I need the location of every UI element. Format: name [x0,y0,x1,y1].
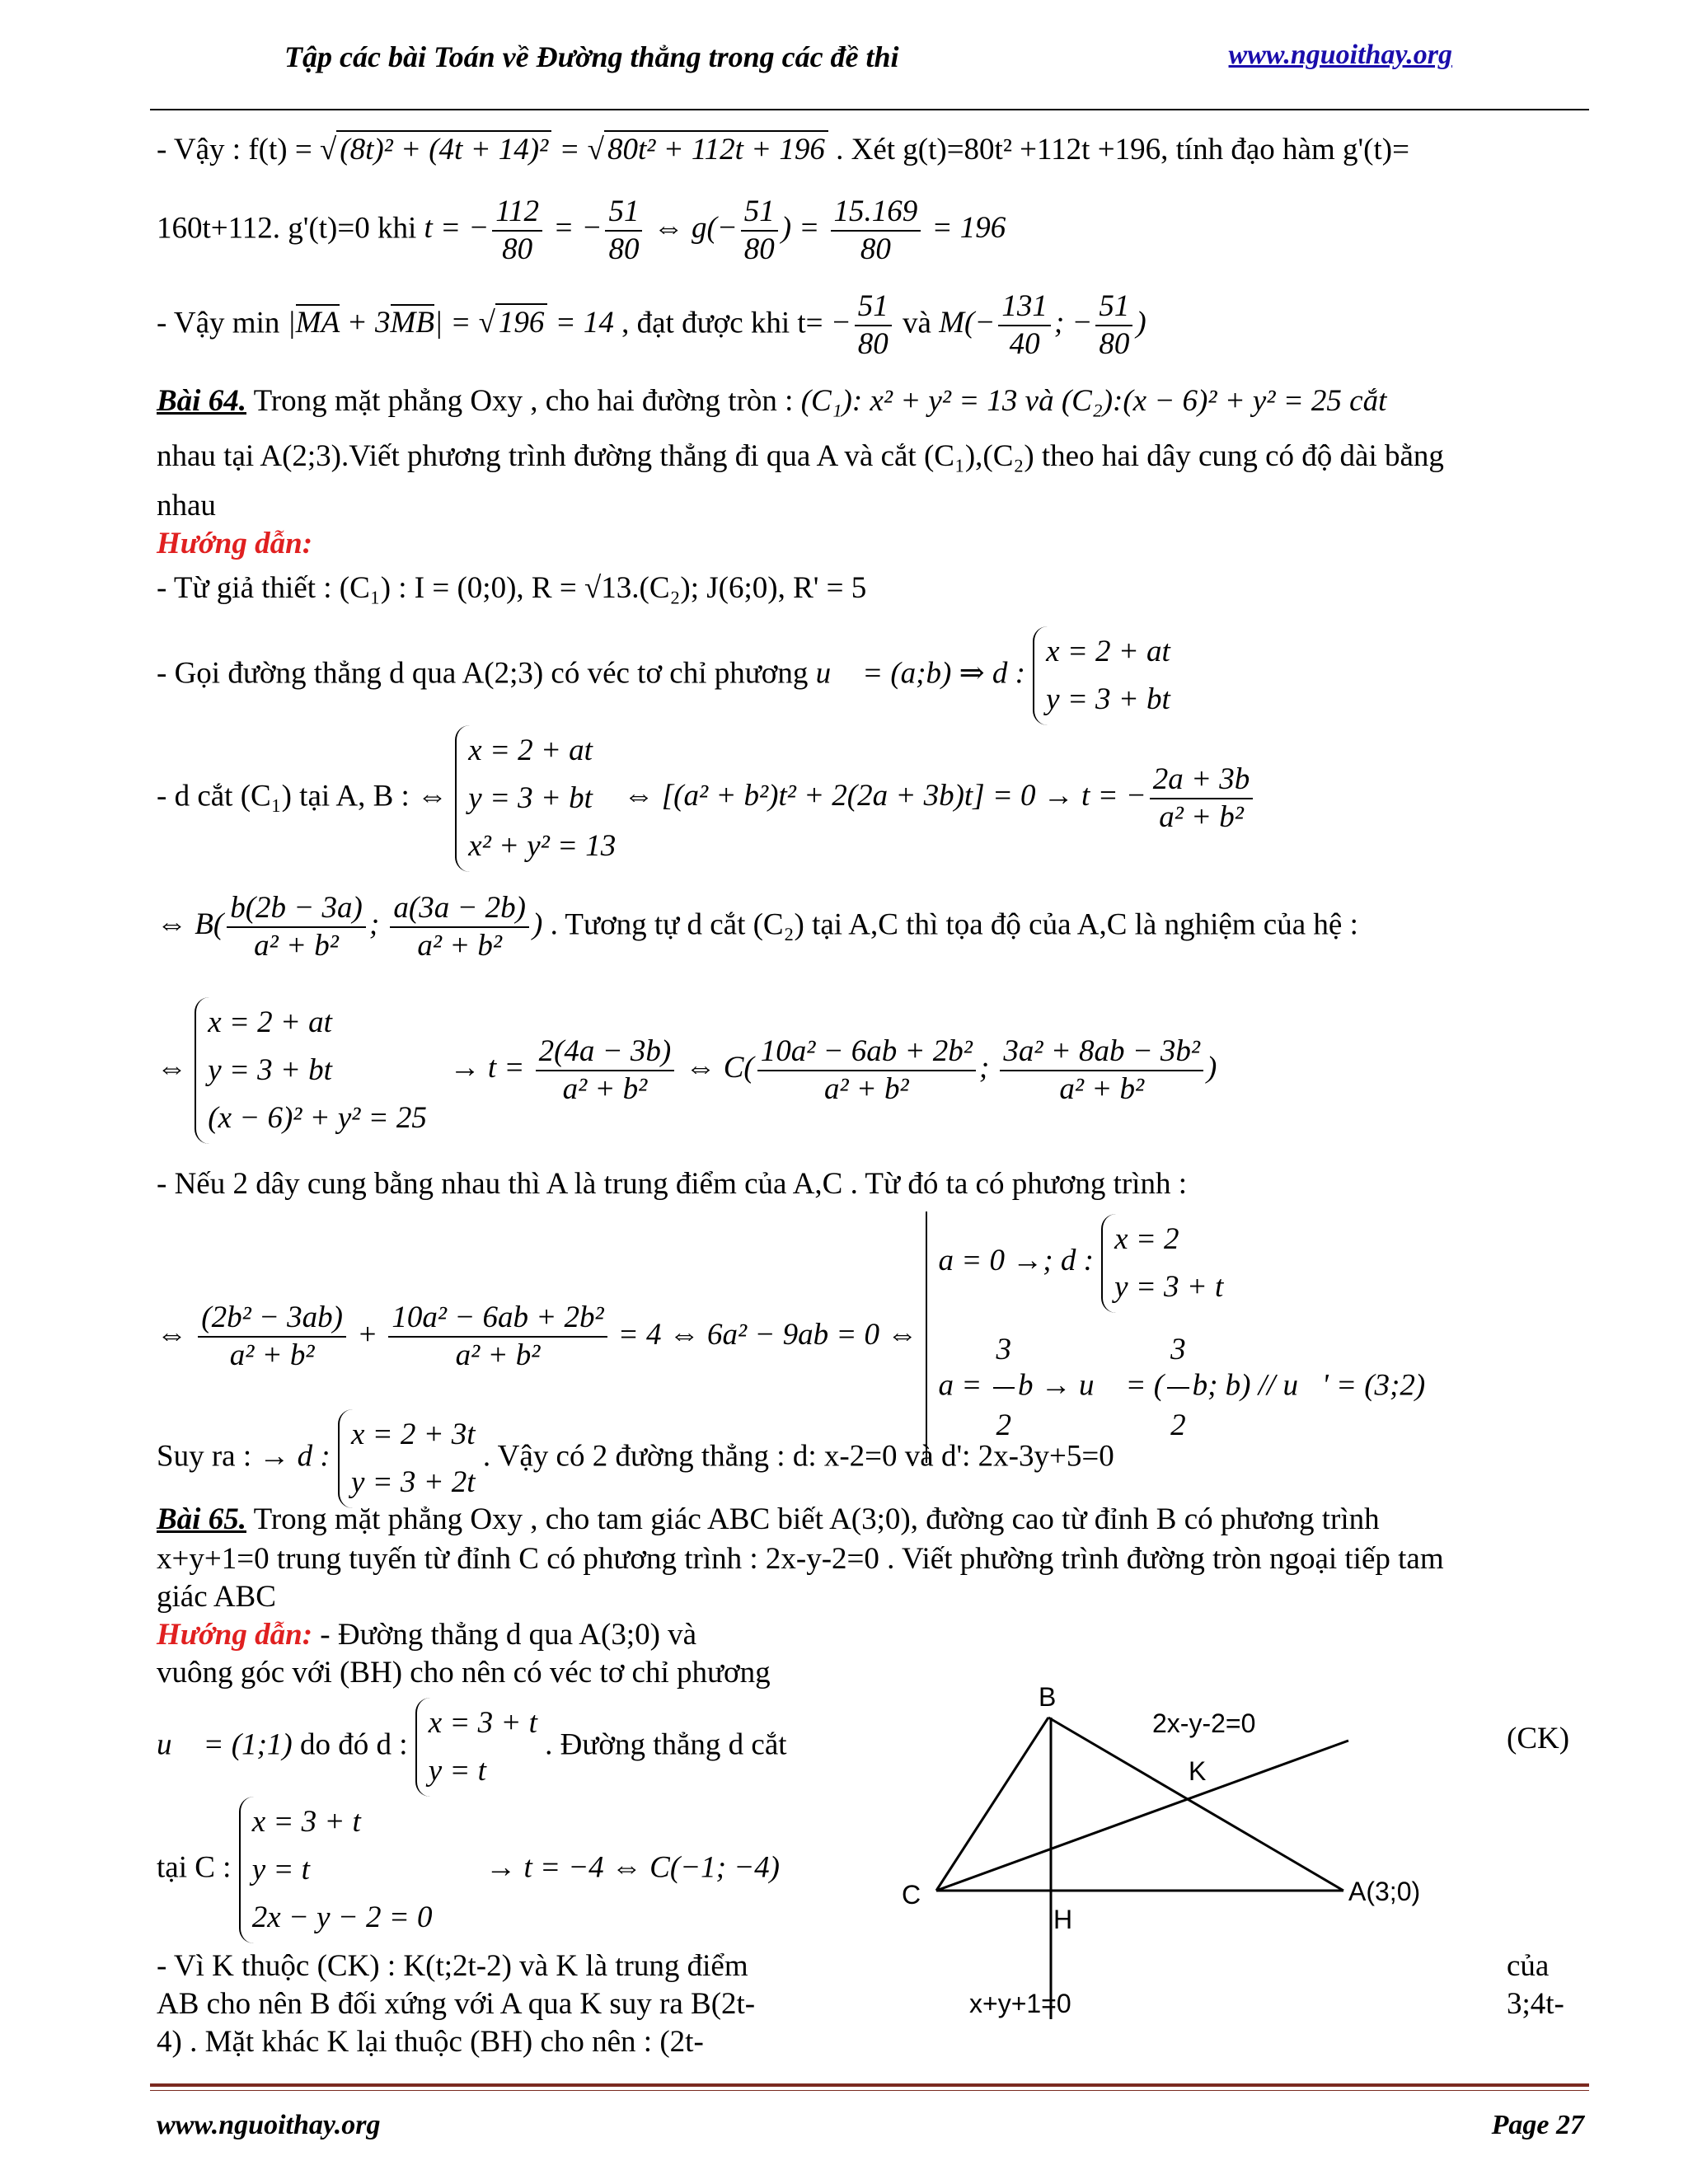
page-number: Page 27 [1491,2110,1584,2140]
label-c: C [902,1880,921,1910]
side-ba [1048,1718,1343,1891]
bai-65-line-3: giác ABC [157,1580,276,1614]
step-4: ⇔ B( $\frac{b(2b - 3a)}{\text{a² + b²}}$ ; $\frac{a(3a - 2b)}{\text{a² + b²}}$ ) . Tương tự d cắt (C₂) tại A,C thì tọa độ của A,C là nghiệm của hệ : [157,891,1358,963]
h65-line-6: AB cho nên B đối xứng với A qua K suy ra B(2t- [157,1987,756,2021]
huong-dan-65: Hướng dẫn: - Đường thẳng d qua A(3;0) và [157,1618,697,1652]
side-34t: 3;4t- [1507,1987,1564,2021]
header-title: Tập các bài Toán về Đường thẳng trong các đề thi [284,40,899,73]
bai-64-line-2: nhau tại A(2;3).Viết phương trình đường thẳng đi qua A và cắt (C₁),(C₂) theo hai dây cung có độ dài bằng [157,439,1444,473]
bai-64-line-3: nhau [157,489,216,523]
label-b: B [1039,1682,1057,1712]
footer-website: www.nguoithay.org [157,2110,381,2140]
step-8: Suy ra : → d : x = 2 + 3t y = 3 + 2t . Vậy có 2 đường thẳng : d: x-2=0 và d': 2x-3y+5=0 [157,1409,1114,1508]
footer-divider [150,2083,1589,2087]
bai-65-line-2: x+y+1=0 trung tuyến từ đỉnh C có phương trình : 2x-y-2=0 . Viết phường trình đường tròn ngoại tiếp tam [157,1542,1444,1576]
step-3: - d cắt (C₁) tại A, B : ⇔ x = 2 + at y = 3 + bt x² + y² = 13 ⇔ [(a² + b²)t² + 2(2a + 3b)t] = 0 → t = − $\frac{2a + 3b}{\text{a² + b²}}$ [157,725,1256,872]
step-6: - Nếu 2 dây cung bằng nhau thì A là trung điểm của A,C . Từ đó ta có phương trình : [157,1167,1187,1201]
step-1: - Từ giả thiết : (C₁) : I = (0;0), R = √13.(C₂); J(6;0), R' = 5 [157,571,867,605]
step-2: - Gọi đường thẳng d qua A(2;3) có véc tơ chỉ phương u⃗ = (a;b) ⇒ d : x = 2 + at y = 3 + bt [157,626,1170,725]
bai-65-label: Bài 65. [157,1502,246,1536]
footer-divider-thin [150,2090,1589,2091]
label-k: K [1189,1756,1207,1786]
label-bh-equation: x+y+1=0 [969,1989,1071,2018]
label-ck-equation: 2x-y-2=0 [1152,1708,1256,1738]
header-divider [150,109,1589,110]
step-7: ⇔ $\frac{\text{(2b² − 3ab)}}{\text{a² + b²}}$ + $\frac{\text{10a² − 6ab + 2b²}}{\text{a² + b²}}$ = 4 ⇔ 6a² − 9ab = 0 ⇔ a = 0 →; d : x = 2 y = 3 + t a = $\frac{3}{2}$ b → u⃗ = ( $\frac{3}{2}$ b; b) // u⃗' = (3;2) [157,1212,1425,1463]
h65-line-2: vuông góc với (BH) cho nên có véc tơ chỉ phương [157,1656,771,1690]
bai-64-line-1: Bài 64. Trong mặt phẳng Oxy , cho hai đường tròn : (C₁): x² + y² = 13 và (C₂):(x − 6)² + y² = 25 cắt [157,384,1387,418]
line-f-of-t: - Vậy : f(t) = √ (8t)² + (4t + 14)² = √ 80t² + 112t + 196 . Xét g(t)=80t² +112t +196, tính đạo hàm g'(t)= [157,130,1409,168]
bai-65-line-1: Bài 65. Trong mặt phẳng Oxy , cho tam giác ABC biết A(3;0), đường cao từ đỉnh B có phương trình [157,1502,1380,1536]
line-min: - Vậy min |MA + 3MB| = √ 196 = 14 , đạt được khi t= − $\frac{51}{80}$ và M(− $\frac{131}{40}$ ; − $\frac{51}{80}$ ) [157,289,1146,361]
side-cua: của [1507,1949,1550,1983]
side-ck: (CK) [1507,1722,1570,1755]
h65-line-7: 4) . Mặt khác K lại thuộc (BH) cho nên : (2t- [157,2025,704,2059]
h65-line-3: u⃗ = (1;1) do đó d : x = 3 + t y = t . Đường thẳng d cắt [157,1698,787,1797]
side-bc [936,1718,1048,1891]
triangle-diagram [890,1681,1467,2036]
h65-line-4: tại C : x = 3 + t y = t 2x − y − 2 = 0 → t = −4 ⇔ C(−1; −4) [157,1797,780,1943]
line-derivative: 160t+112. g'(t)=0 khi t = − $\frac{112}{80}$ = − $\frac{51}{80}$ ⇔ g(− $\frac{51}{80}$ ) = $\frac{15.169}{80}$ = 196 [157,194,1006,266]
label-h: H [1053,1905,1073,1934]
step-5: ⇔ x = 2 + at y = 3 + bt (x − 6)² + y² = 25 → t = $\frac{2(4a - 3b)}{\text{a² + b²}}$ ⇔ C( $\frac{\text{10a² − 6ab + 2b²}}{\text{a² + b²}}$ ; $\frac{\text{3a² + 8ab − 3b²}}{\text{a² + b²}}$ ) [157,997,1217,1144]
formula-sqrt: √ (8t)² + (4t + 14)² = √ 80t² + 112t + 196 [320,133,828,166]
header-website-link[interactable]: www.nguoithay.org [1228,40,1452,70]
label-a: A(3;0) [1348,1877,1421,1906]
bai-64-label: Bài 64. [157,384,246,418]
h65-line-5: - Vì K thuộc (CK) : K(t;2t-2) và K là trung điểm [157,1949,748,1983]
huong-dan-64: Hướng dẫn: [157,527,313,560]
median-ck [936,1741,1348,1891]
